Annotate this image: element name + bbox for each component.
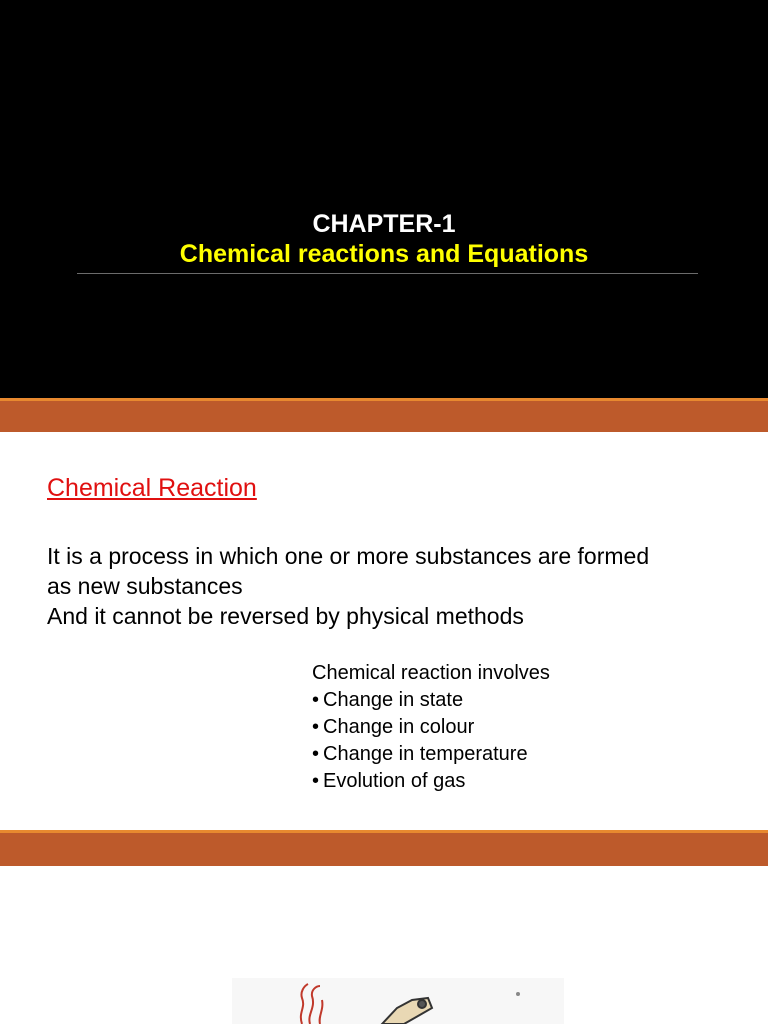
list-item: • Change in temperature — [312, 743, 528, 765]
slide-separator-band — [0, 830, 768, 866]
definition-line-2: as new substances — [47, 573, 243, 599]
slide-heading: Chemical Reaction — [47, 474, 257, 502]
list-item: • Change in colour — [312, 716, 475, 738]
list-item: • Evolution of gas — [312, 770, 466, 792]
definition-line-3: And it cannot be reversed by physical methods — [47, 603, 524, 629]
experiment-illustration — [232, 978, 564, 1024]
title-slide — [0, 0, 768, 398]
chapter-title: Chemical reactions and Equations — [179, 240, 589, 268]
reaction-signs-list — [312, 687, 528, 795]
list-title: Chemical reaction involves — [312, 662, 550, 684]
bullet-icon: • — [312, 689, 320, 711]
dot-icon — [516, 992, 520, 996]
title-divider — [77, 273, 698, 274]
bullet-icon: • — [312, 716, 320, 738]
list-item: • Change in state — [312, 689, 464, 711]
chapter-label: CHAPTER-1 — [312, 210, 456, 238]
slide-separator-band — [0, 398, 768, 432]
bullet-icon: • — [312, 770, 320, 792]
bullet-icon: • — [312, 743, 320, 765]
definition-line-1: It is a process in which one or more substances are formed — [47, 543, 650, 569]
